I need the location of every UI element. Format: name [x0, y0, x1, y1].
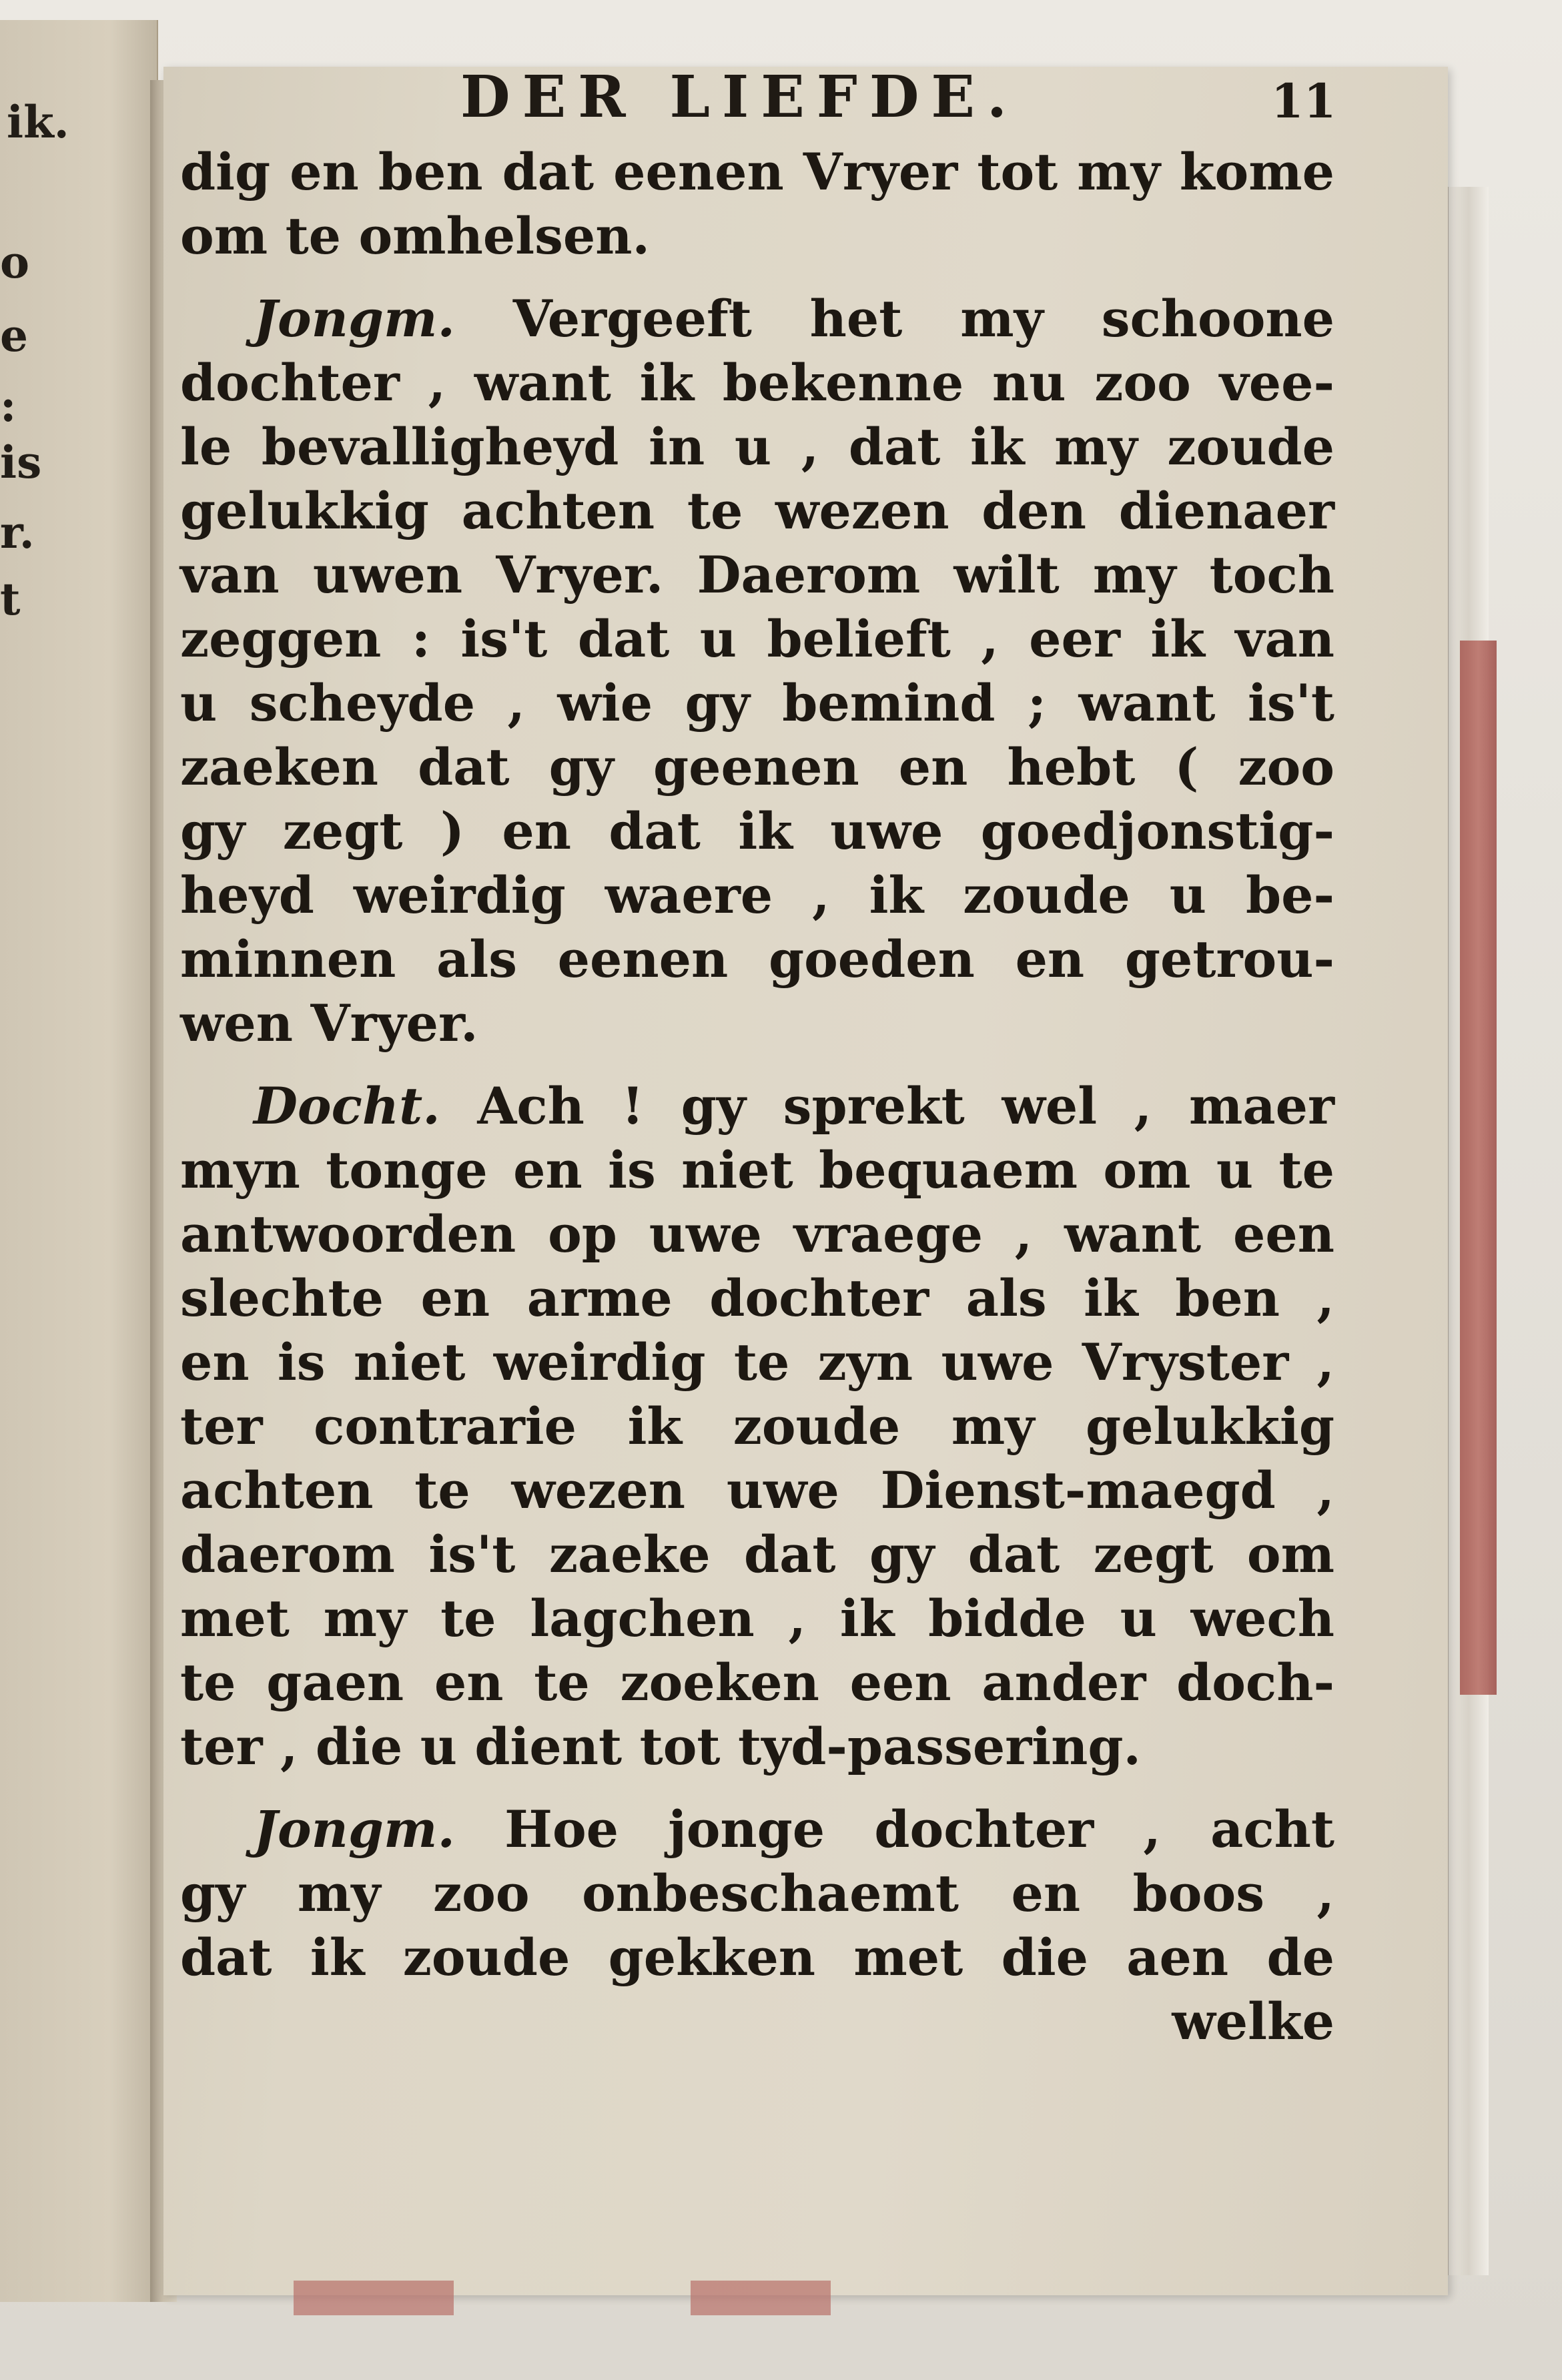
- text-line: Jongm. Vergeeft het my schoone: [254, 289, 1334, 348]
- red-page-edge: [1460, 641, 1497, 1695]
- text-line: myn tonge en is niet bequaem om u te: [180, 1140, 1334, 1200]
- left-page-fragment: e: [0, 310, 28, 362]
- left-page-fragment: :: [0, 380, 17, 432]
- text-line: gy zegt ) en dat ik uwe goedjonstig-: [180, 801, 1334, 861]
- paragraph: [180, 1074, 1334, 1779]
- text-line: ter contrarie ik zoude my gelukkig: [180, 1397, 1334, 1456]
- text-line: slechte en arme dochter als ik ben ,: [180, 1268, 1334, 1328]
- text-line: achten te wezen uwe Dienst-maegd ,: [180, 1461, 1334, 1520]
- page-number: 11: [1271, 73, 1336, 129]
- text-line: zaeken dat gy geenen en hebt ( zoo: [180, 737, 1334, 797]
- paragraph: [180, 1798, 1334, 2054]
- text-line: minnen als eenen goeden en getrou-: [180, 929, 1334, 989]
- text-line: en is niet weirdig te zyn uwe Vryster ,: [180, 1332, 1334, 1392]
- text-line: Docht. Ach ! gy sprekt wel , maer: [254, 1076, 1334, 1136]
- paragraph: [180, 287, 1334, 1056]
- text-line: le bevalligheyd in u , dat ik my zoude: [180, 417, 1334, 476]
- text-line: zeggen : is't dat u belieft , eer ik van: [180, 609, 1334, 669]
- text-line: dat ik zoude gekken met die aen de: [180, 1928, 1334, 1987]
- text-line: te gaen en te zoeken een ander doch-: [180, 1653, 1334, 1712]
- speaker-label: Docht.: [254, 1076, 440, 1136]
- page-text: [180, 140, 1334, 2054]
- speaker-label: Jongm.: [254, 289, 455, 348]
- text-line: van uwen Vryer. Daerom wilt my toch: [180, 545, 1334, 605]
- catchword: welke: [1172, 1992, 1334, 2051]
- text-line: wen Vryer.: [180, 994, 478, 1053]
- red-bottom-edge: [691, 2281, 831, 2315]
- text-line: heyd weirdig waere , ik zoude u be-: [180, 865, 1334, 925]
- left-page-fragment: is: [0, 436, 42, 488]
- left-page-fragment: r.: [0, 506, 35, 558]
- text-line: gelukkig achten te wezen den dienaer: [180, 481, 1334, 540]
- paragraph: [180, 140, 1334, 268]
- text-line: daerom is't zaeke dat gy dat zegt om: [180, 1525, 1334, 1584]
- left-page-fragment: t: [0, 573, 21, 625]
- left-page-fragment: o: [0, 236, 30, 288]
- text-line: Jongm. Hoe jonge dochter , acht: [254, 1800, 1334, 1859]
- text-line: om te omhelsen.: [180, 206, 650, 266]
- text-line: dig en ben dat eenen Vryer tot my kome: [180, 142, 1334, 202]
- text-line: ter , die u dient tot tyd-passering.: [180, 1717, 1141, 1776]
- red-bottom-edge: [294, 2281, 454, 2315]
- text-line: gy my zoo onbeschaemt en boos ,: [180, 1864, 1334, 1923]
- speaker-label: Jongm.: [254, 1800, 455, 1859]
- text-line: dochter , want ik bekenne nu zoo vee-: [180, 353, 1334, 412]
- left-page-fragment: ik.: [7, 96, 69, 148]
- text-line: u scheyde , wie gy bemind ; want is't: [180, 673, 1334, 733]
- left-page-edge: [0, 20, 158, 2302]
- text-line: antwoorden op uwe vraege , want een: [180, 1204, 1334, 1264]
- running-head: DER LIEFDE.: [460, 63, 1019, 131]
- text-line: met my te lagchen , ik bidde u wech: [180, 1589, 1334, 1648]
